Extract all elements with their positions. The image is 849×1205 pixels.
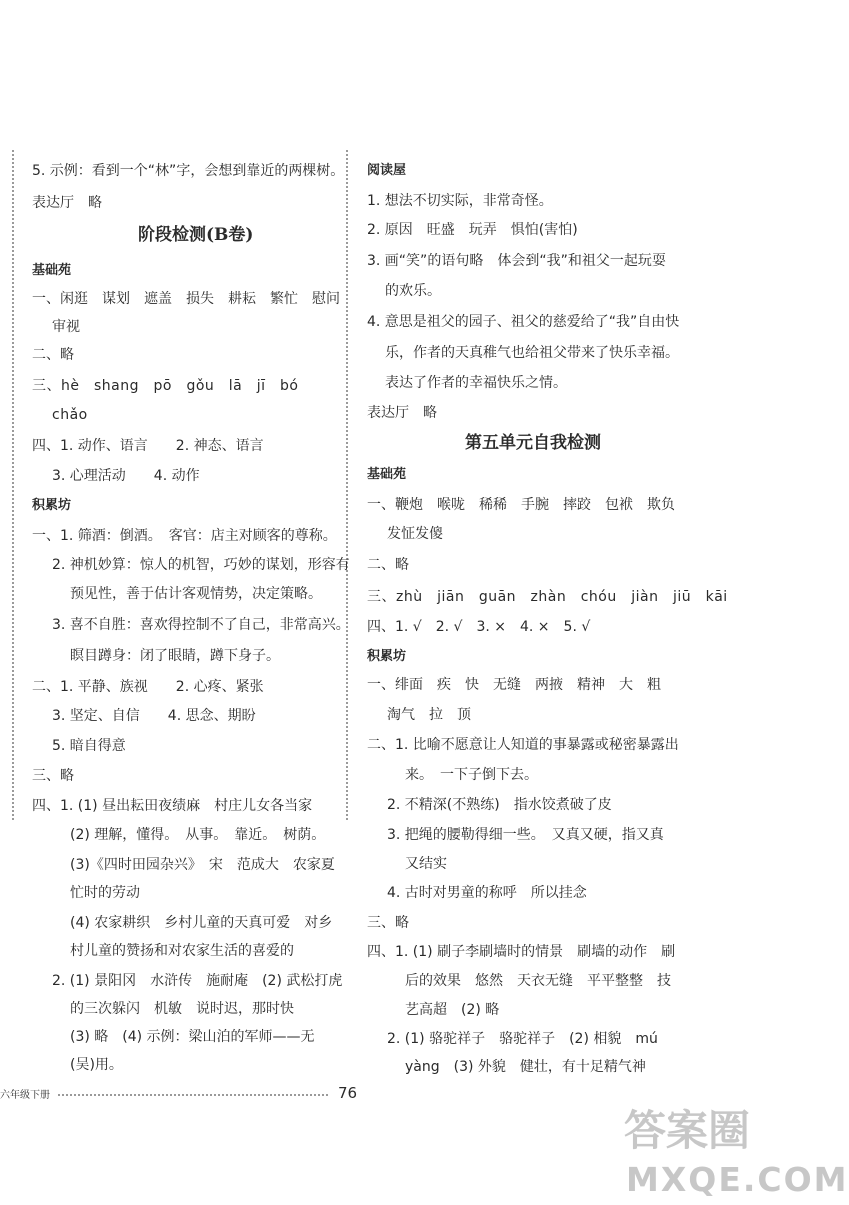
pinyin-line: 三、zhù jiān guān zhàn chóu jiàn jiū kāi — [367, 589, 728, 605]
section-title: 第五单元自我检测 — [465, 433, 601, 453]
answer-line: yàng (3) 外貌 健壮，有十足精气神 — [405, 1059, 646, 1075]
answer-line: 5. 暗自得意 — [52, 738, 126, 754]
grade-label: 六年级下册 — [0, 1090, 50, 1101]
answer-line: 二、略 — [32, 347, 74, 363]
answer-line: (吴)用。 — [70, 1057, 123, 1073]
watermark-bottom-text: MXQE.COM — [626, 1160, 849, 1199]
page-number: 76 — [338, 1084, 358, 1102]
answer-line: 一、闲逛 谋划 遮盖 损失 耕耘 繁忙 慰问 — [32, 291, 340, 307]
watermark-top-text: 答案圈 — [624, 1106, 751, 1155]
answer-line: 3. 心理活动 4. 动作 — [52, 468, 200, 484]
answer-line: 的欢乐。 — [385, 283, 441, 299]
answer-line: 二、略 — [367, 557, 409, 573]
section-heading-accumulate: 积累坊 — [32, 498, 72, 513]
answer-line: 3. 把绳的腰勒得细一些。 又真又硬，指又真 — [387, 827, 664, 843]
answer-line: 预见性，善于估计客观情势，决定策略。 — [70, 586, 322, 602]
answer-line: 的三次躲闪 机敏 说时迟，那时快 — [70, 1001, 294, 1017]
page-footer — [0, 1086, 360, 1102]
expression-hall: 表达厅 略 — [367, 405, 437, 421]
expression-hall: 表达厅 略 — [32, 195, 102, 211]
section-heading-basic: 基础苑 — [32, 263, 72, 278]
answer-line: 四、1. 动作、语言 2. 神态、语言 — [32, 438, 264, 454]
answer-line: 2. 神机妙算：惊人的机智，巧妙的谋划，形容有 — [52, 557, 350, 573]
answer-line: (3) 略 (4) 示例：梁山泊的军师——无 — [70, 1029, 315, 1045]
answer-line: 1. 想法不切实际，非常奇怪。 — [367, 193, 553, 209]
answer-line: 又结实 — [405, 856, 447, 872]
answer-line: 2. (1) 景阳冈 水浒传 施耐庵 (2) 武松打虎 — [52, 973, 343, 989]
answer-line: 一、绯面 疾 快 无缝 两掖 精神 大 粗 — [367, 677, 661, 693]
answer-line: 二、1. 比喻不愿意让人知道的事暴露或秘密暴露出 — [367, 737, 679, 753]
answer-line: (2) 理解，懂得。 从事。 靠近。 树荫。 — [70, 827, 326, 843]
left-margin-dotted-line — [12, 150, 14, 820]
section-heading-accumulate: 积累坊 — [367, 649, 407, 664]
pinyin-line: 三、hè shang pō gǒu lā jī bó — [32, 378, 299, 394]
answer-line: 三、略 — [367, 915, 409, 931]
answer-line: 2. (1) 骆驼祥子 骆驼祥子 (2) 相貌 mú — [387, 1031, 658, 1047]
answer-line: 瞑目蹲身：闭了眼睛，蹲下身子。 — [70, 648, 280, 664]
answer-line: 忙时的劳动 — [70, 885, 140, 901]
answer-line: 四、1. (1) 昼出耘田夜绩麻 村庄儿女各当家 — [32, 798, 313, 814]
answer-line: 表达了作者的幸福快乐之情。 — [385, 375, 567, 391]
answer-line: 村儿童的赞扬和对农家生活的喜爱的 — [70, 943, 294, 959]
footer-dotted-rule — [58, 1094, 328, 1096]
answer-line: 三、略 — [32, 768, 74, 784]
answer-line: 4. 古时对男童的称呼 所以挂念 — [387, 885, 587, 901]
answer-line: 2. 原因 旺盛 玩弄 惧怕(害怕) — [367, 222, 578, 238]
answer-line: 淘气 拉 顶 — [387, 707, 471, 723]
watermark-logo — [624, 1106, 849, 1200]
answer-line: 四、1. √ 2. √ 3. × 4. × 5. √ — [367, 619, 591, 635]
answer-line: 来。 一下子倒下去。 — [405, 767, 538, 783]
answer-line: (4) 农家耕织 乡村儿童的天真可爱 对乡 — [70, 915, 333, 931]
answer-line: 发怔发傻 — [387, 526, 443, 542]
answer-line: 3. 画“笑”的语句略 体会到“我”和祖父一起玩耍 — [367, 253, 666, 269]
answer-line: 二、1. 平静、族视 2. 心疼、紧张 — [32, 679, 264, 695]
answer-line: 审视 — [52, 319, 80, 335]
answer-line: (3)《四时田园杂兴》 宋 范成大 农家夏 — [70, 857, 335, 873]
answer-line: 4. 意思是祖父的园子、祖父的慈爱给了“我”自由快 — [367, 314, 680, 330]
answer-line: 3. 坚定、自信 4. 思念、期盼 — [52, 708, 256, 724]
answer-line: 一、鞭炮 喉咙 稀稀 手腕 摔跤 包袱 欺负 — [367, 497, 675, 513]
answer-line: 2. 不精深(不熟练) 指水饺煮破了皮 — [387, 797, 612, 813]
answer-line: 乐，作者的天真稚气也给祖父带来了快乐幸福。 — [385, 345, 679, 361]
answer-line: 后的效果 悠然 天衣无缝 平平整整 技 — [405, 973, 671, 989]
pinyin-line: chǎo — [52, 407, 88, 423]
section-heading-basic: 基础苑 — [367, 467, 407, 482]
answer-line: 四、1. (1) 刷子李刷墙时的情景 刷墙的动作 刷 — [367, 944, 676, 960]
answer-line: 一、1. 筛酒：倒酒。 客官：店主对顾客的尊称。 — [32, 528, 337, 544]
section-heading-reading: 阅读屋 — [367, 163, 407, 178]
center-divider-dotted-line — [346, 150, 348, 820]
section-title: 阶段检测(B卷) — [138, 225, 254, 245]
answer-line: 3. 喜不自胜：喜欢得控制不了自己，非常高兴。 — [52, 617, 350, 633]
answer-line: 5. 示例：看到一个“林”字，会想到靠近的两棵树。 — [32, 163, 345, 179]
answer-line: 艺高超 (2) 略 — [405, 1002, 500, 1018]
